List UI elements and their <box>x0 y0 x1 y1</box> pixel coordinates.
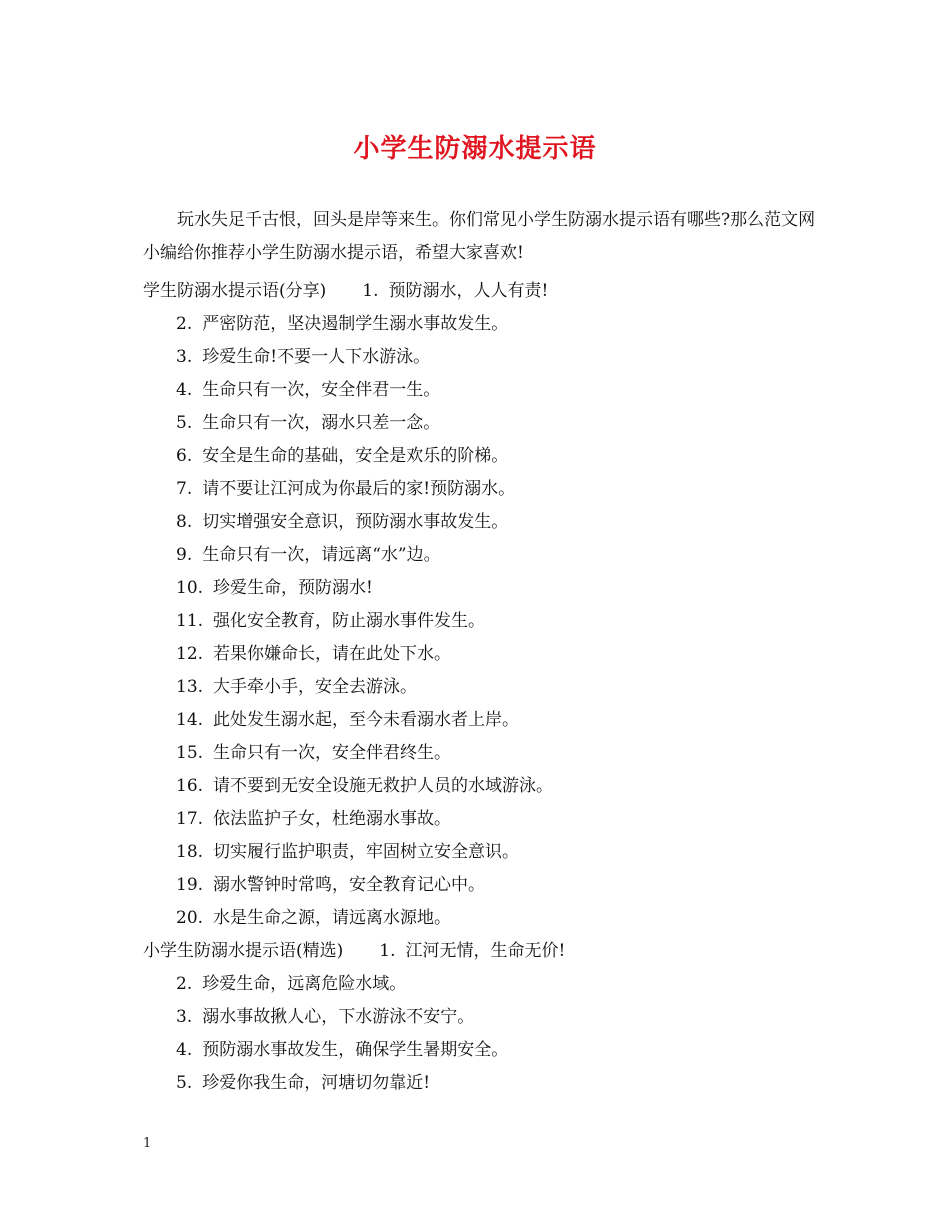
list-item-number: 17. <box>176 809 204 829</box>
list-item-text: 强化安全教育，防止溺水事件发生。 <box>213 611 486 631</box>
list-item-text: 大手牵小手，安全去游泳。 <box>213 677 418 697</box>
list-item-text: 请不要到无安全设施无救护人员的水域游泳。 <box>213 776 554 796</box>
list-item <box>176 407 440 440</box>
list-item-number: 9. <box>176 545 193 565</box>
list-item-number: 4. <box>176 1040 193 1060</box>
list-item-text: 珍爱你我生命，河塘切勿靠近! <box>202 1073 431 1093</box>
list-item <box>176 341 430 374</box>
list-item-text: 切实履行监护职责，牢固树立安全意识。 <box>213 842 520 862</box>
intro-paragraph: 玩水失足千古恨，回头是岸等来生。你们常见小学生防溺水提示语有哪些?那么范文网小编给你推荐小学生防溺水提示语，希望大家喜欢! <box>143 210 816 263</box>
list-item <box>176 671 417 704</box>
list-item-number: 18. <box>176 842 204 862</box>
list-item <box>176 1067 430 1100</box>
list-item <box>176 572 373 605</box>
page-number: 1 <box>143 1136 152 1151</box>
list-item <box>176 869 485 902</box>
list-item <box>176 836 519 869</box>
list-item <box>176 539 441 572</box>
list-item-number: 6. <box>176 446 193 466</box>
list-item-number: 16. <box>176 776 204 796</box>
list-item-text: 珍爱生命，远离危险水域。 <box>202 974 407 994</box>
section1-heading: 学生防溺水提示语(分享) <box>143 281 327 301</box>
list-item-text: 请不要让江河成为你最后的家!预防溺水。 <box>202 479 516 499</box>
list-item <box>176 440 508 473</box>
list-item-text: 预防溺水事故发生，确保学生暑期安全。 <box>202 1040 509 1060</box>
list-item-number: 1. <box>379 941 396 961</box>
list-item-number: 13. <box>176 677 204 697</box>
list-item <box>176 1001 474 1034</box>
list-item-number: 14. <box>176 710 204 730</box>
list-item-number: 11. <box>176 611 204 631</box>
list-item-text: 此处发生溺水起，至今未看溺水者上岸。 <box>213 710 520 730</box>
list-item <box>176 605 485 638</box>
list-item-number: 1. <box>362 281 379 301</box>
list-item <box>176 473 515 506</box>
list-item-text: 生命只有一次，请远离“水”边。 <box>202 545 441 565</box>
list-item-number: 5. <box>176 413 193 433</box>
list-item-text: 切实增强安全意识，预防溺水事故发生。 <box>202 512 509 532</box>
document-title: 小学生防溺水提示语 <box>353 134 597 164</box>
list-item <box>176 308 508 341</box>
list-item-text: 珍爱生命，预防溺水! <box>213 578 373 598</box>
list-item-number: 4. <box>176 380 193 400</box>
list-item-text: 江河无情，生命无价! <box>405 941 566 961</box>
list-item-text: 溺水事故揪人心，下水游泳不安宁。 <box>202 1007 475 1027</box>
list-item-text: 安全是生命的基础，安全是欢乐的阶梯。 <box>202 446 509 466</box>
list-item-number: 3. <box>176 1007 193 1027</box>
list-item-number: 2. <box>176 314 193 334</box>
section1-heading-line <box>143 275 548 308</box>
list-item-text: 溺水警钟时常鸣，安全教育记心中。 <box>213 875 486 895</box>
list-item-text: 生命只有一次，安全伴君终生。 <box>213 743 452 763</box>
list-item <box>176 770 553 803</box>
list-item-number: 12. <box>176 644 204 664</box>
list-item-number: 8. <box>176 512 193 532</box>
list-item-number: 7. <box>176 479 193 499</box>
list-item-text: 生命只有一次，溺水只差一念。 <box>202 413 441 433</box>
list-item-number: 2. <box>176 974 193 994</box>
list-item <box>176 803 451 836</box>
list-item <box>176 902 451 935</box>
list-item-text: 珍爱生命!不要一人下水游泳。 <box>202 347 431 367</box>
list-item <box>176 704 519 737</box>
list-item-text: 预防溺水，人人有责! <box>388 281 549 301</box>
section2-heading: 小学生防溺水提示语(精选) <box>143 941 344 961</box>
list-item-text: 生命只有一次，安全伴君一生。 <box>202 380 441 400</box>
section2-heading-line <box>143 935 565 968</box>
list-item <box>176 737 451 770</box>
list-item <box>176 506 508 539</box>
list-item <box>176 1034 508 1067</box>
list-item <box>176 374 440 407</box>
list-item-text: 严密防范，坚决遏制学生溺水事故发生。 <box>202 314 509 334</box>
list-item-number: 3. <box>176 347 193 367</box>
list-item-text: 水是生命之源，请远离水源地。 <box>213 908 452 928</box>
list-item-number: 10. <box>176 578 204 598</box>
list-item-text: 依法监护子女，杜绝溺水事故。 <box>213 809 452 829</box>
list-item-number: 20. <box>176 908 204 928</box>
list-item <box>176 968 406 1001</box>
list-item-text: 若果你嫌命长，请在此处下水。 <box>213 644 452 664</box>
list-item-number: 5. <box>176 1073 193 1093</box>
list-item <box>176 638 451 671</box>
list-item-number: 19. <box>176 875 204 895</box>
list-item-number: 15. <box>176 743 204 763</box>
